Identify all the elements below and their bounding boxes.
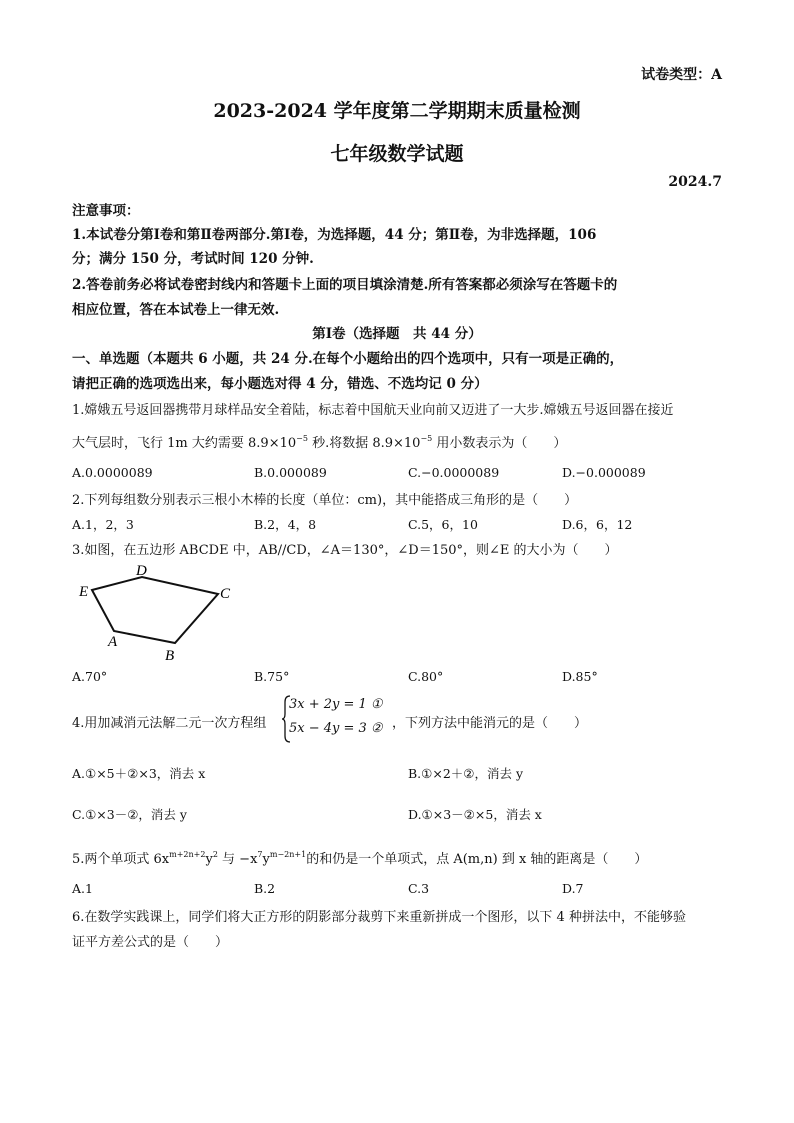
q1-option-c: C.−0.0000089 [408, 465, 500, 480]
label-e: E [79, 584, 89, 600]
notice-item1-line2: 分；满分 150 分，考试时间 120 分钟. [72, 251, 314, 267]
pentagon-figure [72, 560, 242, 665]
exam-date: 2024.7 [668, 174, 722, 190]
q3-option-b: B.75° [254, 669, 290, 684]
equation-1: 3x + 2y = 1 ① [289, 697, 383, 712]
q6-line2: 证平方差公式的是（ ） [72, 935, 229, 950]
exam-type: 试卷类型：A [641, 67, 722, 83]
q4-text-a: 4.用加减消元法解二元一次方程组 [72, 716, 267, 731]
notice-heading: 注意事项： [72, 203, 140, 219]
q1-option-d: D.−0.000089 [562, 465, 646, 480]
equation-2: 5x − 4y = 3 ② [289, 721, 383, 736]
q5-option-d: D.7 [562, 881, 584, 896]
q4-text-b: ，下列方法中能消元的是（ ） [392, 716, 588, 731]
q3-text: 3.如图，在五边形 ABCDE 中，AB//CD，∠A＝130°，∠D＝150°，则∠E 的大小为（ ） [72, 543, 618, 558]
q1-option-b: B.0.000089 [254, 465, 327, 480]
q2-option-c: C.5，6，10 [408, 517, 478, 532]
q5-text: 5.两个单项式 $6x^{m+2n+2}y^2$ 与 $-x^7y^{m-2n+1}$的和仍是一个单项式，点 A(m,n) 到 x 轴的距离是（ ） [72, 850, 648, 867]
equation-system [282, 694, 392, 744]
q6-line1: 6.在数学实践课上，同学们将大正方形的阴影部分裁剪下来重新拼成一个图形，以下 4 种拼法中，不能够验 [72, 910, 686, 925]
q3-option-d: D.85° [562, 669, 598, 684]
q4-option-c: C.①×3－②，消去 y [72, 807, 187, 822]
label-a: A [108, 634, 118, 650]
q1-option-a: A.0.0000089 [72, 465, 153, 480]
q5-option-b: B.2 [254, 881, 276, 896]
notice-item1-line1: 1.本试卷分第Ⅰ卷和第Ⅱ卷两部分.第Ⅰ卷，为选择题，44 分；第Ⅱ卷，为非选择题，106 [72, 227, 597, 243]
q2-option-d: D.6，6，12 [562, 517, 633, 532]
section1-line1: 一、单选题（本题共 6 小题，共 24 分.在每个小题给出的四个选项中，只有一项是正确的， [72, 351, 624, 367]
section1-line2: 请把正确的选项选出来，每小题选对得 4 分，错选、不选均记 0 分） [72, 376, 488, 392]
q1-line1: 1.嫦娥五号返回器携带月球样品安全着陆，标志着中国航天业向前又迈进了一大步.嫦娥五号返回器在接近 [72, 403, 674, 418]
q3-option-c: C.80° [408, 669, 444, 684]
q2-option-a: A.1，2，3 [72, 517, 134, 532]
label-c: C [220, 586, 231, 602]
exam-subtitle: 七年级数学试题 [330, 143, 464, 165]
q5-option-c: C.3 [408, 881, 430, 896]
label-b: B [165, 648, 175, 664]
q4-option-b: B.①×2＋②，消去 y [408, 766, 524, 781]
exam-title: 2023-2024 学年度第二学期期末质量检测 [213, 100, 581, 122]
q2-option-b: B.2，4，8 [254, 517, 317, 532]
q3-option-a: A.70° [72, 669, 108, 684]
part1-heading: 第Ⅰ卷（选择题 共 44 分） [312, 326, 482, 342]
q4-option-a: A.①×5＋②×3，消去 x [72, 766, 206, 781]
q5-option-a: A.1 [72, 881, 93, 896]
q2-text: 2.下列每组数分别表示三根小木棒的长度（单位：cm)，其中能搭成三角形的是（ ） [72, 493, 578, 508]
q1-line2: 大气层时，飞行 1m 大约需要 $8.9\times 10^{-5}$ 秒.将数据 $8.9\times 10^{-5}$ 用小数表示为（ ） [72, 434, 567, 451]
label-d: D [136, 563, 147, 579]
sci-notation-2: $8.9\times 10^{-5}$ [372, 434, 433, 451]
sci-notation-1: $8.9\times 10^{-5}$ [248, 434, 308, 451]
q4-option-d: D.①×3－②×5，消去 x [408, 807, 542, 822]
notice-item2-line1: 2.答卷前务必将试卷密封线内和答题卡上面的项目填涂清楚.所有答案都必须涂写在答题卡的 [72, 277, 618, 293]
notice-item2-line2: 相应位置，答在本试卷上一律无效. [72, 302, 280, 318]
